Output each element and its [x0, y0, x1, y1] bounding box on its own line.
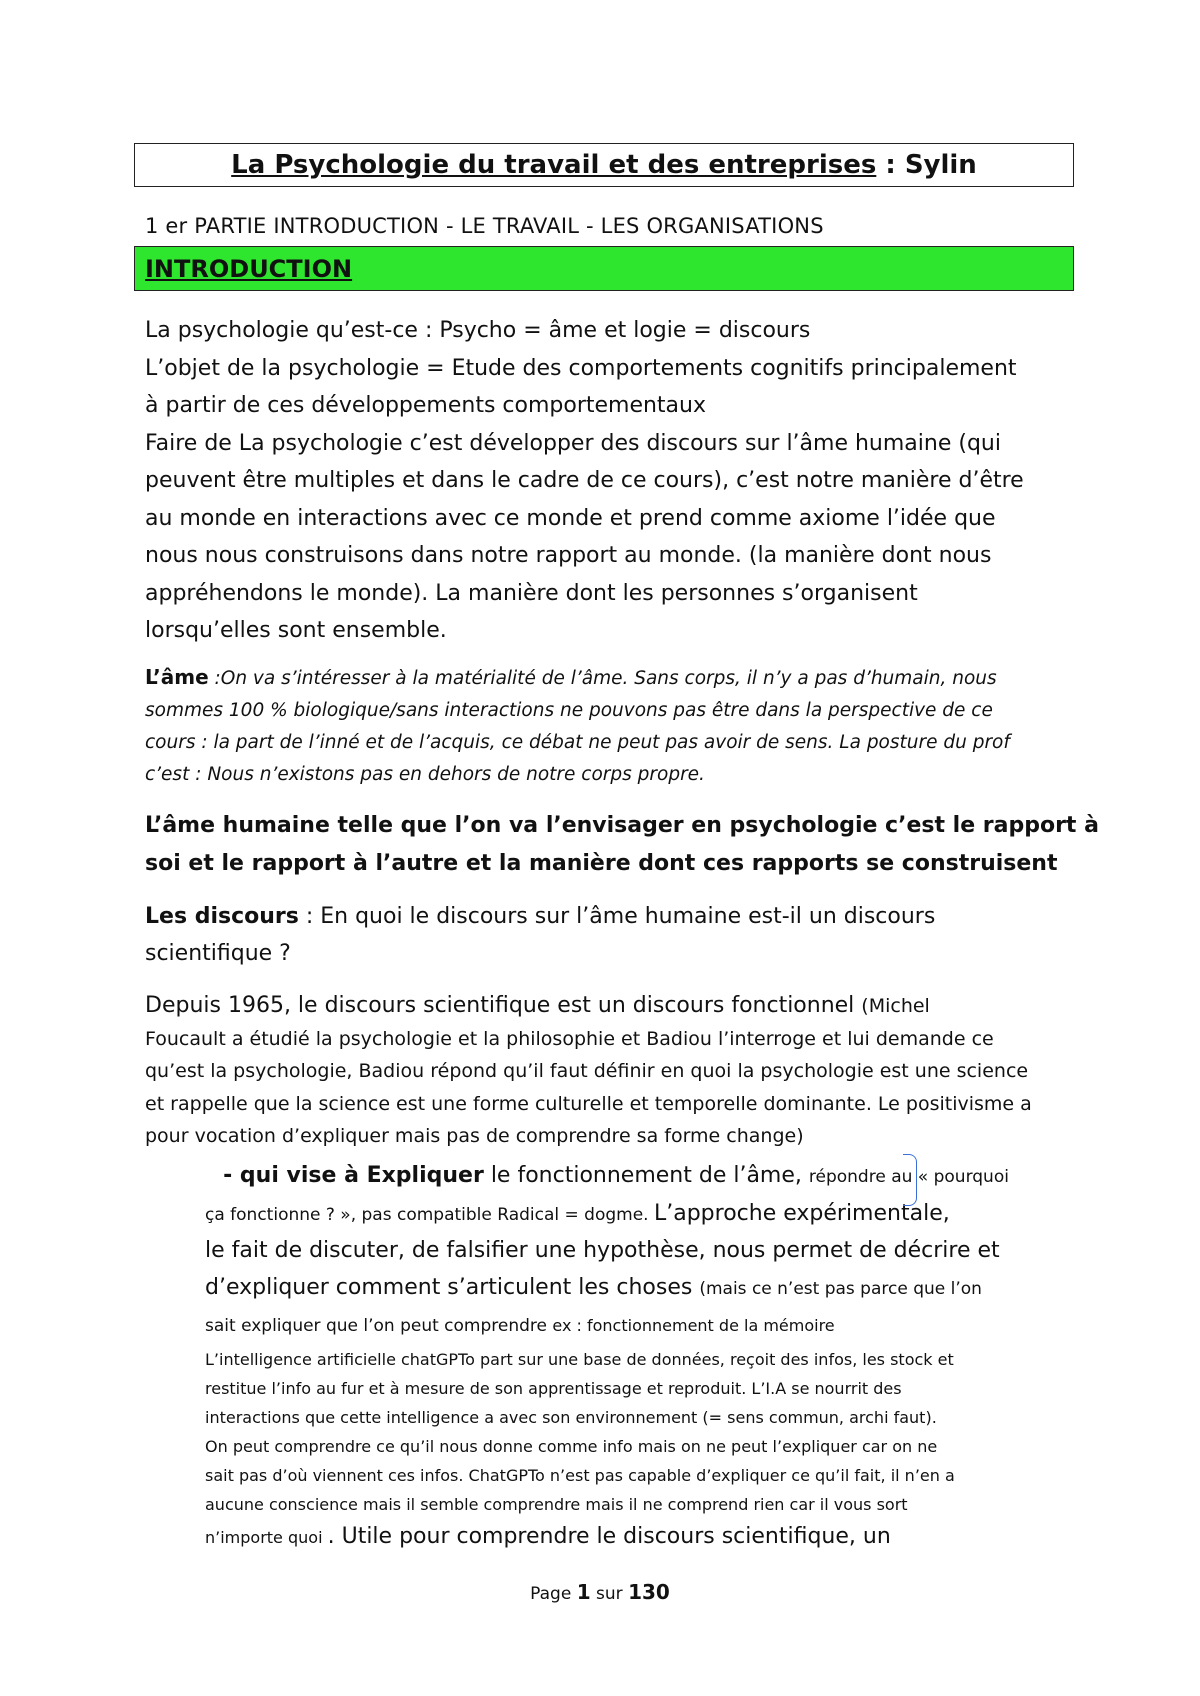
text-line — [145, 898, 1070, 935]
text-line: interactions que cette intelligence a avec son environnement (= sens commun, archi faut). — [205, 1407, 937, 1427]
expliquer-bold: - qui vise à Expliquer — [223, 1163, 484, 1188]
ame-lead: L’âme — [145, 665, 209, 689]
text-line: le fait de discuter, de falsifier une hypothèse, nous permet de décrire et — [205, 1238, 1000, 1263]
text-line — [205, 1196, 1075, 1234]
text-small: (mais ce n’est pas parce que l’on — [699, 1278, 982, 1299]
text-line — [205, 1270, 1075, 1308]
text-line: aucune conscience mais il semble comprendre mais il ne comprend rien car il vous sort — [205, 1494, 908, 1514]
text-line: Faire de La psychologie c’est développer des discours sur l’âme humaine (qui — [145, 430, 1001, 456]
expliquer-big: le fonctionnement de l’âme, — [483, 1163, 809, 1188]
text-line: c’est : Nous n’existons pas en dehors de notre corps propre. — [145, 764, 705, 785]
text-big: L’approche expérimentale, — [653, 1200, 950, 1226]
text-line — [205, 1519, 1075, 1556]
text-line: nous nous construisons dans notre rapport au monde. (la manière dont nous — [145, 543, 992, 568]
text-tiny: ex : fonctionnement de la mémoire — [552, 1316, 835, 1335]
text-line: sait pas d’où viennent ces infos. ChatGPTo n’est pas capable d’expliquer ce qu’il fait, il n’en a — [205, 1465, 955, 1485]
text-line: On peut comprendre ce qu’il nous donne comme info mais on ne peut l’expliquer car on ne — [205, 1436, 938, 1456]
ame-line-rest: :On va s’intéresser à la matérialité de l’âme. Sans corps, il n’y a pas d’humain, nous — [208, 668, 997, 689]
page-of-label: sur — [590, 1584, 629, 1604]
paragraph-ame — [145, 661, 1070, 791]
paragraph-definition — [145, 312, 1070, 650]
text-line — [145, 661, 1070, 695]
text-line: soi et le rapport à l’autre et la manière dont ces rapports se construisent — [145, 851, 1058, 876]
text-line: qu’est la psychologie, Badiou répond qu’il faut définir en quoi la psychologie est une science — [145, 1060, 1029, 1082]
text-line — [145, 990, 1075, 1023]
text-line: et rappelle que la science est une forme culturelle et temporelle dominante. Le positivisme a — [145, 1092, 1032, 1115]
text-big: d’expliquer comment s’articulent les choses — [205, 1274, 700, 1300]
depuis-big: Depuis 1965, le discours scientifique est un discours fonctionnel — [145, 993, 862, 1018]
text-line — [205, 1158, 1075, 1196]
page-number: 1 — [576, 1580, 591, 1604]
text-line: L’âme humaine telle que l’on va l’envisager en psychologie c’est le rapport à — [145, 813, 1099, 838]
text-line: L’intelligence artificielle chatGPTo part sur une base de données, reçoit des infos, les stock et — [205, 1349, 954, 1369]
text-line: pour vocation d’expliquer mais pas de comprendre sa forme change) — [145, 1125, 804, 1147]
part-heading: 1 er PARTIE INTRODUCTION - LE TRAVAIL - LES ORGANISATIONS — [145, 214, 824, 238]
text-line: cours : la part de l’inné et de l’acquis, ce débat ne peut pas avoir de sens. La posture du prof — [145, 732, 1010, 753]
document-title — [134, 143, 1074, 187]
text-line: lorsqu’elles sont ensemble. — [145, 618, 447, 643]
paragraph-expliquer — [205, 1158, 1075, 1555]
text-big: . Utile pour comprendre le discours scientifique, un — [327, 1523, 891, 1549]
page-label: Page — [530, 1584, 577, 1604]
paragraph-ame-humaine — [145, 807, 1099, 883]
discours-question: : En quoi le discours sur l’âme humaine est-il un discours — [298, 904, 936, 929]
text-line: à partir de ces développements comportementaux — [145, 393, 706, 418]
discours-lead: Les discours — [145, 904, 299, 929]
text-line: peuvent être multiples et dans le cadre de ce cours), c’est notre manière d’être — [145, 468, 1024, 493]
text-small: ça fonctionne ? », pas compatible Radical = dogme. — [205, 1204, 654, 1225]
paragraph-depuis-1965 — [145, 990, 1075, 1153]
text-line: scientifique ? — [145, 941, 291, 966]
text-line: appréhendons le monde). La manière dont les personnes s’organisent — [145, 580, 918, 606]
paragraph-discours — [145, 898, 1070, 972]
text-small: sait expliquer que l’on peut comprendre — [205, 1316, 553, 1336]
text-line: au monde en interactions avec ce monde et prend comme axiome l’idée que — [145, 505, 996, 531]
text-line: Foucault a étudié la psychologie et la philosophie et Badiou l’interroge et lui demande ce — [145, 1027, 994, 1050]
text-line: sommes 100 % biologique/sans interactions ne pouvons pas être dans la perspective de ce — [145, 700, 993, 721]
page-total: 130 — [628, 1580, 670, 1604]
expliquer-small: répondre au « pourquoi — [808, 1167, 1009, 1187]
text-line: La psychologie qu’est-ce : Psycho = âme et logie = discours — [145, 318, 811, 343]
text-tiny: n’importe quoi — [205, 1527, 328, 1547]
title-author-text: : Sylin — [876, 150, 977, 180]
depuis-small: (Michel — [861, 995, 930, 1017]
title-underlined-text: La Psychologie du travail et des entreprises — [231, 150, 877, 180]
text-line: L’objet de la psychologie = Etude des comportements cognitifs principalement — [145, 355, 1017, 381]
comment-bracket-marker[interactable] — [903, 1154, 917, 1206]
section-heading-introduction: INTRODUCTION — [134, 246, 1074, 291]
page-footer — [0, 1580, 1200, 1604]
text-line — [205, 1307, 1075, 1345]
text-line: restitue l’info au fur et à mesure de son apprentissage et reproduit. L’I.A se nourrit des — [205, 1378, 902, 1398]
